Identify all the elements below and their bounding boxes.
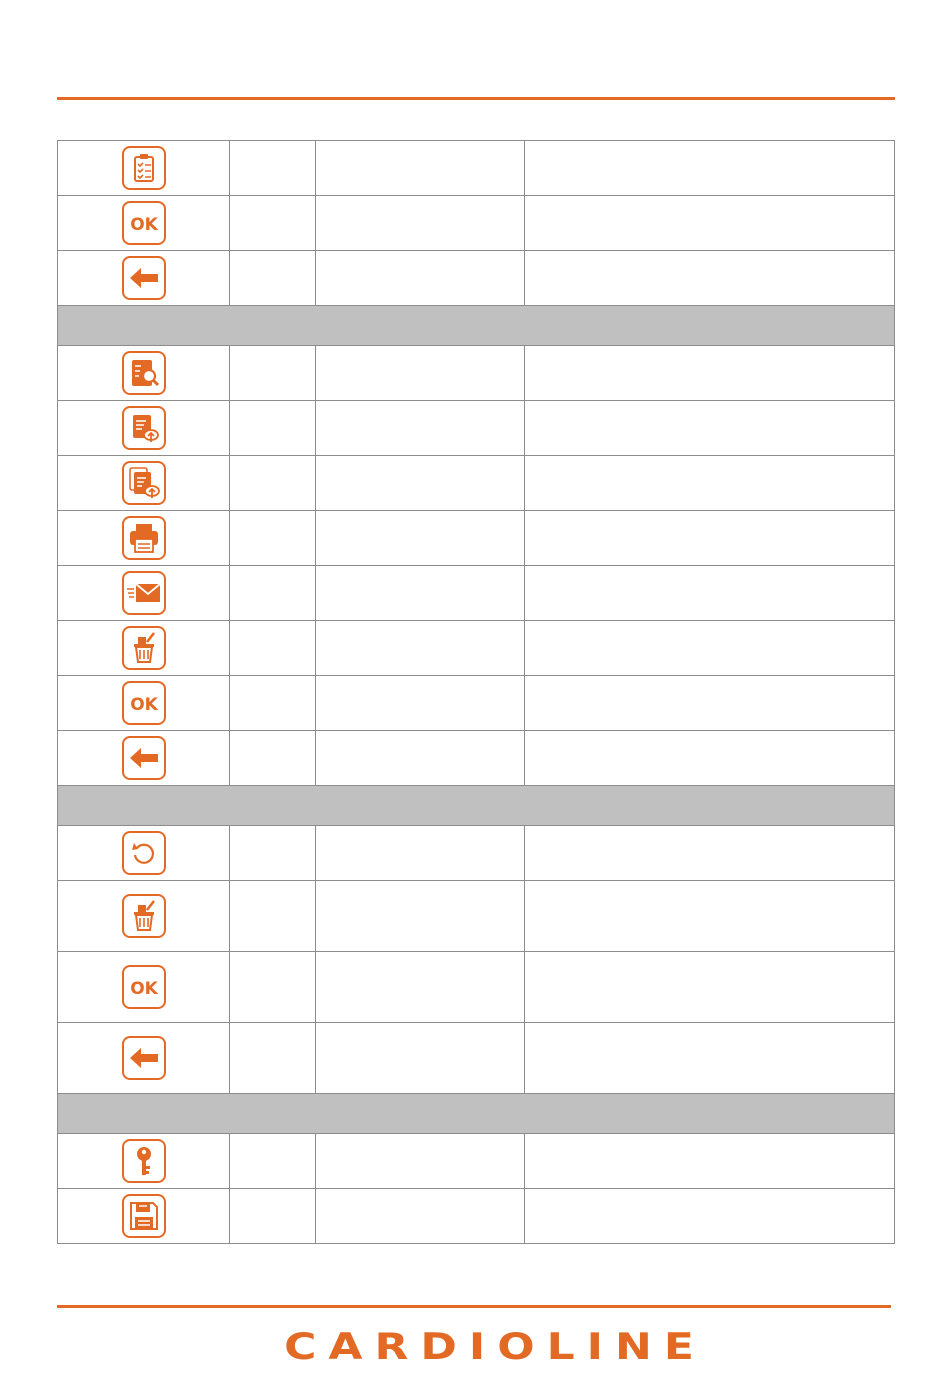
ok-icon-label: OK <box>129 215 158 235</box>
table-row <box>58 1189 895 1244</box>
table-row <box>58 511 895 566</box>
delete-trash-icon <box>122 626 166 670</box>
send-email-icon <box>122 571 166 615</box>
table-row <box>58 456 895 511</box>
multiple-documents-upload-icon <box>122 461 166 505</box>
table-row <box>58 1134 895 1189</box>
table-row <box>58 676 895 731</box>
table-row <box>58 881 895 952</box>
key-icon <box>122 1139 166 1183</box>
search-document-icon <box>122 351 166 395</box>
back-arrow-icon <box>122 256 166 300</box>
ok-icon-label: OK <box>129 979 158 999</box>
clipboard-checklist-icon <box>122 146 166 190</box>
ok-icon-label: OK <box>129 695 158 715</box>
delete-trash-icon <box>122 894 166 938</box>
save-floppy-icon <box>122 1194 166 1238</box>
ok-icon <box>122 681 166 725</box>
table-row <box>58 566 895 621</box>
table-row <box>58 141 895 196</box>
table-row <box>58 826 895 881</box>
printer-icon <box>122 516 166 560</box>
brand-logo: CARDIOLINE <box>284 1326 706 1368</box>
table-row <box>58 251 895 306</box>
table-row <box>58 401 895 456</box>
footer-rule <box>57 1305 891 1308</box>
section-divider <box>58 306 895 346</box>
document-upload-icon <box>122 406 166 450</box>
button-reference-table <box>57 140 895 1244</box>
section-divider <box>58 1094 895 1134</box>
table-row <box>58 621 895 676</box>
ok-icon <box>122 201 166 245</box>
table-row <box>58 952 895 1023</box>
reset-icon <box>122 831 166 875</box>
back-arrow-icon <box>122 1036 166 1080</box>
back-arrow-icon <box>122 736 166 780</box>
ok-icon <box>122 965 166 1009</box>
table-row <box>58 731 895 786</box>
table-row <box>58 346 895 401</box>
section-divider <box>58 786 895 826</box>
header-rule <box>57 97 895 100</box>
table-row <box>58 1023 895 1094</box>
table-row <box>58 196 895 251</box>
